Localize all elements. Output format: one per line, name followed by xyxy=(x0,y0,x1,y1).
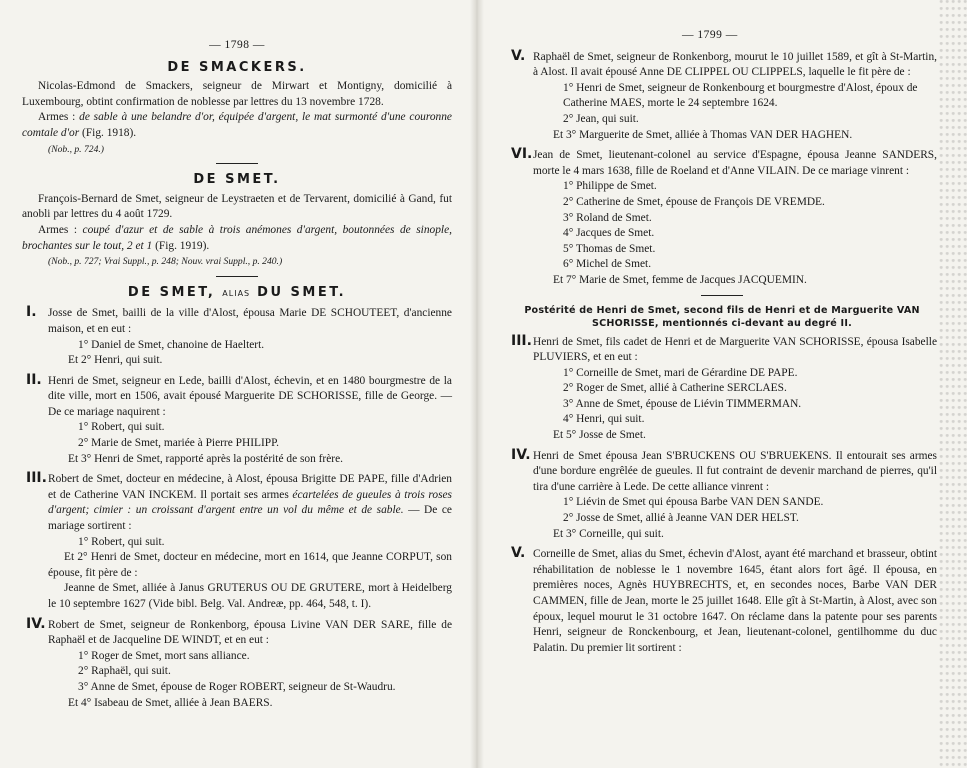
child-line: Et 7° Marie de Smet, femme de Jacques JACQUEMIN. xyxy=(553,273,807,286)
reference: (Nob., p. 727; Vrai Suppl., p. 248; Nouv. vrai Suppl., p. 240.) xyxy=(48,256,283,268)
generation-text xyxy=(48,472,452,534)
arms-label: Armes : xyxy=(38,223,78,236)
child-line: Et 3° Marguerite de Smet, alliée à Thomas VAN DER HAGHEN. xyxy=(553,128,853,141)
generation-text: Robert de Smet, seigneur de Ronkenborg, épousa Livine VAN DER SARE, fille de Raphaël et de Jacqueline DE WINDT, et en eut : xyxy=(48,618,452,647)
arms-text: de sable à une belandre d'or, équipée d'argent, le mat surmonté d'une couronne comtale d'or xyxy=(22,111,452,139)
child-line: 2° Catherine de Smet, épouse de François DE VREMDE. xyxy=(563,195,825,208)
child-line: 1° Henri de Smet, seigneur de Ronkenbourg et bourgmestre d'Alost, époux de Catherine MAES, morte le 24 septembre 1624. xyxy=(563,81,918,110)
generation-number: IV. xyxy=(511,446,531,463)
child-line: 2° Marie de Smet, mariée à Pierre PHILIPP. xyxy=(78,437,279,450)
arms-fig: (Fig. 1918). xyxy=(82,126,137,139)
child-line: Et 4° Isabeau de Smet, alliée à Jean BAERS. xyxy=(68,696,273,709)
generation-text: Henri de Smet épousa Jean S'BRUCKENS OU S'BRUEKENS. Il entourait ses armes d'une bordure engrêlée de gueules. Il fut contraint de devenir marchand de pierres, qu'il tira d'une carrière à Lede. De cette alliance vinrent : xyxy=(533,449,937,493)
page-number: — 1798 — xyxy=(209,39,265,51)
generation-block xyxy=(507,446,937,543)
text-part: — De ce mariage sortirent : xyxy=(48,504,452,533)
section-title-smet: DE SMET. xyxy=(193,172,281,188)
scan-noise-edge xyxy=(937,0,967,768)
generation-block xyxy=(22,472,452,612)
separator xyxy=(216,276,258,277)
child-line: Et 2° Henri, qui suit. xyxy=(68,354,163,367)
child-line: 1° Robert, qui suit. xyxy=(78,535,165,548)
separator xyxy=(216,163,258,164)
arms-label: Armes : xyxy=(38,111,76,124)
child-line: Et 3° Henri de Smet, rapporté après la postérité de son frère. xyxy=(68,452,343,465)
child-line: 1° Philippe de Smet. xyxy=(563,180,657,193)
posterity-heading: Postérité de Henri de Smet, second fils de Henri et de Marguerite VAN SCHORISSE, mentionnés ci-devant au degré II. xyxy=(524,304,920,329)
generation-number: IV. xyxy=(26,615,46,632)
child-line: 1° Corneille de Smet, mari de Gérardine DE PAPE. xyxy=(563,366,798,379)
child-line: 3° Anne de Smet, épouse de Liévin TIMMERMAN. xyxy=(563,397,802,410)
child-line: 4° Jacques de Smet. xyxy=(563,227,655,240)
generation-block xyxy=(22,615,452,712)
child-line: 5° Thomas de Smet. xyxy=(563,242,656,255)
child-line: Et 3° Corneille, qui suit. xyxy=(553,527,664,540)
child-line: 1° Roger de Smet, mort sans alliance. xyxy=(78,649,250,662)
generation-number: V. xyxy=(511,47,526,64)
child-line: 2° Jean, qui suit. xyxy=(563,112,639,125)
child-line: 3° Anne de Smet, épouse de Roger ROBERT, seigneur de St-Waudru. xyxy=(78,680,396,693)
arms-text: coupé d'azur et de sable à trois anémones d'argent, boutonnées de sinople, brochantes sur le tout, 2 et 1 xyxy=(22,223,452,252)
generation-text: Henri de Smet, fils cadet de Henri et de Marguerite VAN SCHORISSE, épousa Isabelle PLUVIERS, et en eut : xyxy=(533,335,937,364)
generation-text: Josse de Smet, bailli de la ville d'Alost, épousa Marie DE SCHOUTEET, d'ancienne maison, et en eut : xyxy=(48,307,452,335)
child-line: 4° Henri, qui suit. xyxy=(563,413,645,426)
generation-number: III. xyxy=(511,332,532,349)
arms-paragraph xyxy=(22,110,452,141)
book-gutter xyxy=(470,0,484,768)
arms-text: écartelées de gueules à trois roses d'argent; cimier : un croissant d'argent entre un vol du même et de sable. xyxy=(48,488,452,517)
generation-number: III. xyxy=(26,470,47,487)
generation-block xyxy=(507,332,937,444)
child-line: 3° Roland de Smet. xyxy=(563,211,652,224)
paragraph: François-Bernard de Smet, seigneur de Leystraeten et de Tervarent, domicilié à Gand, fut anobli par lettres du 4 août 1729. xyxy=(22,192,452,221)
generation-number: VI. xyxy=(511,146,533,163)
generation-number: II. xyxy=(26,371,42,388)
generation-text: Corneille de Smet, alias du Smet, échevin d'Alost, ayant été marchand et brasseur, obtint réhabilitation de noblesse le 1 novembre 1645, étant alors fort âgé. Il épousa, en premières noces, Agnès HUYBRECHTS, et, en secondes noces, Barbe VAN DER CAMMEN, fille de Jean, morte le 25 juillet 1648. Elle gît à St-Martin, à Alost, avec son époux, lequel mourut le 31 octobre 1647. On réclame dans la patente pour ses parents Henri, seigneur de Ronckenbourg, et Jean, lieutenant-colonel, gentilhomme du duc Palatin. Du premier lit sortirent : xyxy=(533,548,937,654)
child-line: Et 5° Josse de Smet. xyxy=(553,429,646,442)
child-line: 1° Liévin de Smet qui épousa Barbe VAN DEN SANDE. xyxy=(563,496,824,509)
arms-paragraph xyxy=(22,223,452,254)
text-part: Robert de Smet, docteur en médecine, à Alost, épousa Brigitte DE PAPE, fille d'Adrien et de Catherine VAN INCKEM. Il portait ses armes xyxy=(48,473,452,501)
generation-block xyxy=(22,371,452,468)
paragraph: Nicolas-Edmond de Smackers, seigneur de Mirwart et Montigny, domicilié à Luxembourg, obtint confirmation de noblesse par lettres du 13 novembre 1728. xyxy=(22,80,452,108)
generation-text: Jean de Smet, lieutenant-colonel au service d'Espagne, épousa Jeanne SANDERS, morte le 4 mars 1638, fille de Roeland et d'Anne VILAIN. De ce mariage vinrent : xyxy=(533,149,937,177)
section-title-smackers: DE SMACKERS. xyxy=(167,59,307,75)
title-alias: ALIAS xyxy=(222,288,251,298)
arms-fig: (Fig. 1919). xyxy=(155,239,210,252)
child-line: 6° Michel de Smet. xyxy=(563,258,652,271)
generation-text: Raphaël de Smet, seigneur de Ronkenborg, mourut le 10 juillet 1589, et gît à St-Martin, à Alost. Il avait épousé Anne DE CLIPPEL OU CLIPPELS, laquelle le fit père de : xyxy=(533,50,937,79)
title-part: DE SMET, xyxy=(127,284,216,300)
title-part: DU SMET. xyxy=(257,284,347,300)
generation-block xyxy=(507,148,937,288)
child-line: 2° Josse de Smet, allié à Jeanne VAN DER HELST. xyxy=(563,512,799,525)
left-page xyxy=(22,0,452,768)
generation-number: I. xyxy=(26,304,37,321)
child-line: 1° Daniel de Smet, chanoine de Haeltert. xyxy=(78,338,265,351)
generation-block xyxy=(507,547,937,656)
generation-text: Henri de Smet, seigneur en Lede, bailli d'Alost, échevin, et en 1480 bourgmestre de la dite ville, mort en 1506, avait épousé Marguerite DE SCHORISSE, fille de George. — De ce mariage naquirent : xyxy=(48,374,452,418)
reference: (Nob., p. 724.) xyxy=(48,143,104,155)
generation-block xyxy=(507,47,937,144)
separator xyxy=(701,295,743,296)
child-paragraph: Jeanne de Smet, alliée à Janus GRUTERUS OU DE GRUTERE, mort à Heidelberg le 10 septembre 1627 (Vide bibl. Belg. Val. Andreæ, pp. 464, 548, t. I). xyxy=(48,582,452,610)
page-number: — 1799 — xyxy=(682,29,738,41)
generation-number: V. xyxy=(511,545,526,562)
child-line: 2° Roger de Smet, allié à Catherine SERCLAES. xyxy=(563,382,787,395)
section-title-smet-alias xyxy=(22,285,452,302)
generation-block xyxy=(22,306,452,368)
right-page xyxy=(507,0,937,768)
child-line: 1° Robert, qui suit. xyxy=(78,421,165,434)
child-line: 2° Raphaël, qui suit. xyxy=(78,665,171,678)
child-paragraph: Et 2° Henri de Smet, docteur en médecine, mort en 1614, que Jeanne CORPUT, son épouse, fit père de : xyxy=(48,551,452,579)
